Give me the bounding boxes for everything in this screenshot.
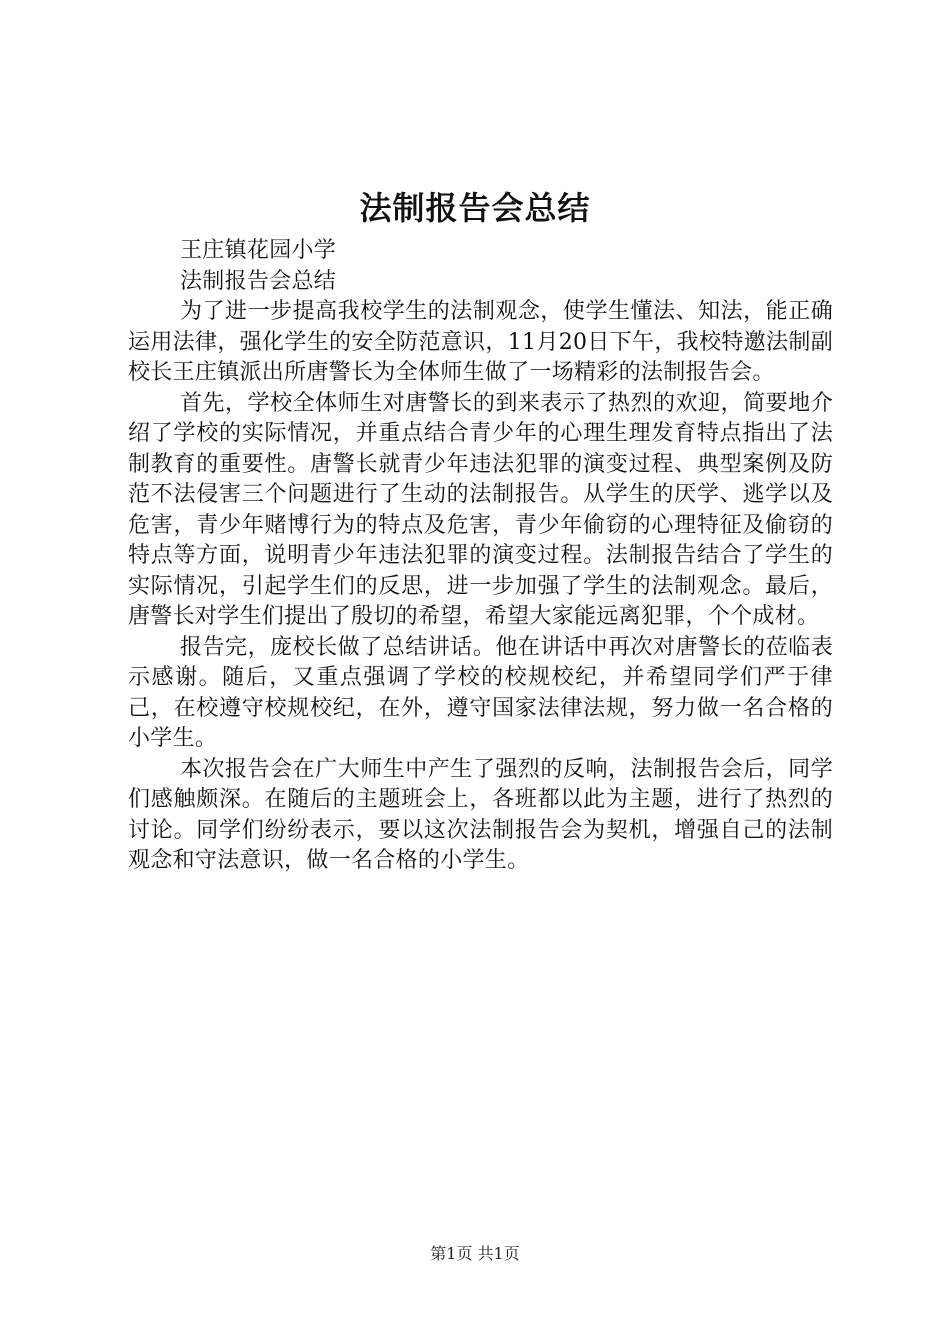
paragraph-1: 为了进一步提高我校学生的法制观念，使学生懂法、知法，能正确运用法律，强化学生的安全防范意识，11月20日下午，我校特邀法制副校长王庄镇派出所唐警长为全体师生做了一场精彩的法制报告会。 bbox=[128, 299, 833, 385]
document-subtitle: 法制报告会总结 bbox=[180, 268, 337, 294]
document-body bbox=[128, 236, 833, 877]
paragraph-2: 首先，学校全体师生对唐警长的到来表示了热烈的欢迎，简要地介绍了学校的实际情况，并重点结合青少年的心理生理发育特点指出了法制教育的重要性。唐警长就青少年违法犯罪的演变过程、典型案例及防范不法侵害三个问题进行了生动的法制报告。从学生的厌学、逃学以及危害，青少年赌博行为的特点及危害，青少年偷窃的心理特征及偷窃的特点等方面，说明青少年违法犯罪的演变过程。法制报告结合了学生的实际情况，引起学生们的反思，进一步加强了学生的法制观念。最后，唐警长对学生们提出了殷切的希望，希望大家能远离犯罪，个个成材。 bbox=[128, 390, 833, 629]
paragraph-3: 报告完，庞校长做了总结讲话。他在讲话中再次对唐警长的莅临表示感谢。随后，又重点强调了学校的校规校纪，并希望同学们严于律己，在校遵守校规校纪，在外，遵守国家法律法规，努力做一名合格的小学生。 bbox=[128, 634, 833, 751]
paragraph-4: 本次报告会在广大师生中产生了强烈的反响，法制报告会后，同学们感触颇深。在随后的主题班会上，各班都以此为主题，进行了热烈的讨论。同学们纷纷表示，要以这次法制报告会为契机，增强自己的法制观念和守法意识，做一名合格的小学生。 bbox=[128, 756, 833, 873]
page-footer: 第1页 共1页 bbox=[430, 1244, 520, 1263]
document-title: 法制报告会总结 bbox=[359, 189, 591, 227]
school-name: 王庄镇花园小学 bbox=[180, 238, 337, 263]
